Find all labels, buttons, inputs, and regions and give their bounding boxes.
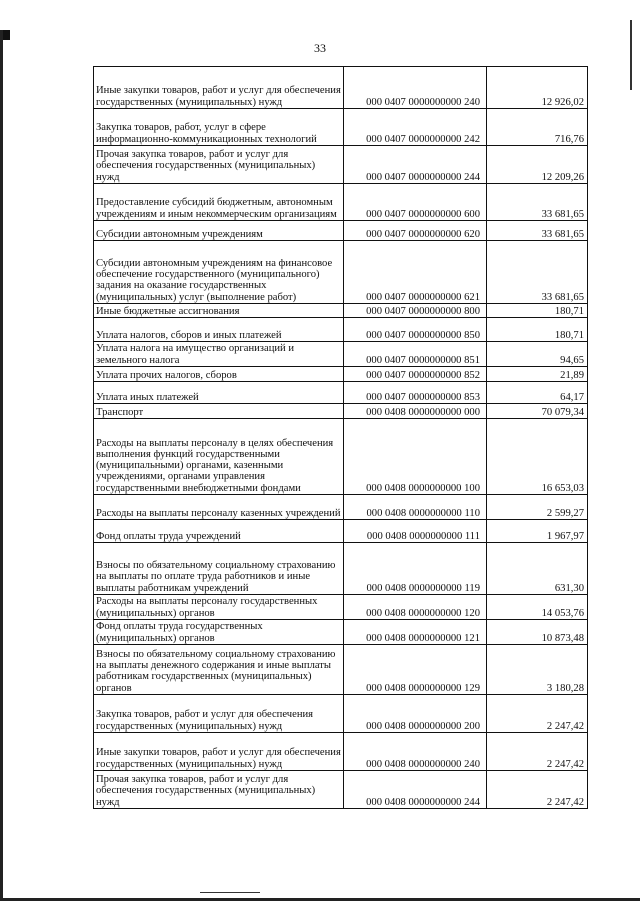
expense-name: Субсидии автономным учреждениям на финансовое обеспечение государственного (муниципального) задания на оказание государственных (муниципальных) услуг (выполнение работ) bbox=[94, 241, 344, 304]
table-row bbox=[94, 184, 588, 221]
budget-code: 000 0408 0000000000 120 bbox=[344, 595, 487, 620]
expense-name: Иные закупки товаров, работ и услуг для обеспечения государственных (муниципальных) нужд bbox=[94, 733, 344, 771]
budget-code: 000 0408 0000000000 000 bbox=[344, 404, 487, 419]
scan-artifact bbox=[200, 892, 260, 893]
budget-table bbox=[93, 66, 588, 809]
budget-code: 000 0408 0000000000 121 bbox=[344, 620, 487, 645]
amount: 2 599,27 bbox=[487, 495, 588, 520]
amount: 16 653,03 bbox=[487, 419, 588, 495]
budget-code: 000 0408 0000000000 244 bbox=[344, 771, 487, 809]
expense-name: Предоставление субсидий бюджетным, автономным учреждениям и иным некоммерческим организациям bbox=[94, 184, 344, 221]
table-row bbox=[94, 733, 588, 771]
page-number: 33 bbox=[314, 41, 326, 55]
expense-name: Расходы на выплаты персоналу в целях обеспечения выполнения функций государственными (муниципальными) органами, казенными учреждениями, органами управления государственными внебюджетными фондами bbox=[94, 419, 344, 495]
table-row bbox=[94, 109, 588, 146]
table-row bbox=[94, 771, 588, 809]
amount: 33 681,65 bbox=[487, 184, 588, 221]
amount: 631,30 bbox=[487, 543, 588, 595]
table-row bbox=[94, 595, 588, 620]
amount: 180,71 bbox=[487, 304, 588, 318]
budget-code: 000 0408 0000000000 110 bbox=[344, 495, 487, 520]
amount: 3 180,28 bbox=[487, 645, 588, 695]
amount: 12 926,02 bbox=[487, 67, 588, 109]
table-row bbox=[94, 382, 588, 404]
budget-code: 000 0407 0000000000 244 bbox=[344, 146, 487, 184]
budget-code: 000 0407 0000000000 851 bbox=[344, 342, 487, 367]
expense-name: Закупка товаров, работ и услуг для обеспечения государственных (муниципальных) нужд bbox=[94, 695, 344, 733]
amount: 21,89 bbox=[487, 367, 588, 382]
table-row bbox=[94, 695, 588, 733]
budget-code: 000 0408 0000000000 100 bbox=[344, 419, 487, 495]
amount: 70 079,34 bbox=[487, 404, 588, 419]
expense-name: Взносы по обязательному социальному страхованию на выплаты денежного содержания и иные выплаты работникам государственных (муниципальных) органов bbox=[94, 645, 344, 695]
budget-code: 000 0407 0000000000 800 bbox=[344, 304, 487, 318]
expense-name: Субсидии автономным учреждениям bbox=[94, 221, 344, 241]
budget-code: 000 0408 0000000000 119 bbox=[344, 543, 487, 595]
amount: 2 247,42 bbox=[487, 695, 588, 733]
table-row bbox=[94, 645, 588, 695]
expense-name: Фонд оплаты труда учреждений bbox=[94, 520, 344, 543]
expense-name: Уплата налогов, сборов и иных платежей bbox=[94, 318, 344, 342]
budget-code: 000 0407 0000000000 853 bbox=[344, 382, 487, 404]
expense-name: Закупка товаров, работ, услуг в сфере информационно-коммуникационных технологий bbox=[94, 109, 344, 146]
budget-code: 000 0407 0000000000 242 bbox=[344, 109, 487, 146]
expense-name: Прочая закупка товаров, работ и услуг для обеспечения государственных (муниципальных) нужд bbox=[94, 771, 344, 809]
budget-code: 000 0407 0000000000 852 bbox=[344, 367, 487, 382]
table-row bbox=[94, 146, 588, 184]
expense-name: Уплата иных платежей bbox=[94, 382, 344, 404]
amount: 12 209,26 bbox=[487, 146, 588, 184]
budget-code: 000 0407 0000000000 620 bbox=[344, 221, 487, 241]
expense-name: Расходы на выплаты персоналу государственных (муниципальных) органов bbox=[94, 595, 344, 620]
table-row bbox=[94, 241, 588, 304]
table-row bbox=[94, 304, 588, 318]
amount: 10 873,48 bbox=[487, 620, 588, 645]
amount: 2 247,42 bbox=[487, 733, 588, 771]
table-row bbox=[94, 221, 588, 241]
budget-code: 000 0408 0000000000 240 bbox=[344, 733, 487, 771]
amount: 1 967,97 bbox=[487, 520, 588, 543]
budget-code: 000 0408 0000000000 111 bbox=[344, 520, 487, 543]
scan-edge-left bbox=[0, 30, 3, 900]
expense-name: Иные бюджетные ассигнования bbox=[94, 304, 344, 318]
table-row bbox=[94, 543, 588, 595]
table-row bbox=[94, 67, 588, 109]
expense-name: Прочая закупка товаров, работ и услуг для обеспечения государственных (муниципальных) нужд bbox=[94, 146, 344, 184]
budget-code: 000 0408 0000000000 200 bbox=[344, 695, 487, 733]
table-row bbox=[94, 520, 588, 543]
budget-code: 000 0407 0000000000 850 bbox=[344, 318, 487, 342]
budget-code: 000 0407 0000000000 600 bbox=[344, 184, 487, 221]
table-row bbox=[94, 620, 588, 645]
budget-code: 000 0408 0000000000 129 bbox=[344, 645, 487, 695]
amount: 14 053,76 bbox=[487, 595, 588, 620]
table-row bbox=[94, 419, 588, 495]
expense-name: Транспорт bbox=[94, 404, 344, 419]
budget-code: 000 0407 0000000000 621 bbox=[344, 241, 487, 304]
table-row bbox=[94, 404, 588, 419]
table-row bbox=[94, 318, 588, 342]
table-row bbox=[94, 495, 588, 520]
table-row bbox=[94, 342, 588, 367]
amount: 33 681,65 bbox=[487, 241, 588, 304]
amount: 64,17 bbox=[487, 382, 588, 404]
expense-name: Взносы по обязательному социальному страхованию на выплаты по оплате труда работников и иные выплаты работникам учреждений bbox=[94, 543, 344, 595]
amount: 33 681,65 bbox=[487, 221, 588, 241]
budget-code: 000 0407 0000000000 240 bbox=[344, 67, 487, 109]
expense-name: Расходы на выплаты персоналу казенных учреждений bbox=[94, 495, 344, 520]
expense-name: Фонд оплаты труда государственных (муниципальных) органов bbox=[94, 620, 344, 645]
expense-name: Уплата налога на имущество организаций и земельного налога bbox=[94, 342, 344, 367]
scan-edge-bottom bbox=[0, 898, 640, 901]
amount: 180,71 bbox=[487, 318, 588, 342]
expense-name: Уплата прочих налогов, сборов bbox=[94, 367, 344, 382]
table-row bbox=[94, 367, 588, 382]
expense-name: Иные закупки товаров, работ и услуг для обеспечения государственных (муниципальных) нужд bbox=[94, 67, 344, 109]
amount: 2 247,42 bbox=[487, 771, 588, 809]
amount: 94,65 bbox=[487, 342, 588, 367]
amount: 716,76 bbox=[487, 109, 588, 146]
